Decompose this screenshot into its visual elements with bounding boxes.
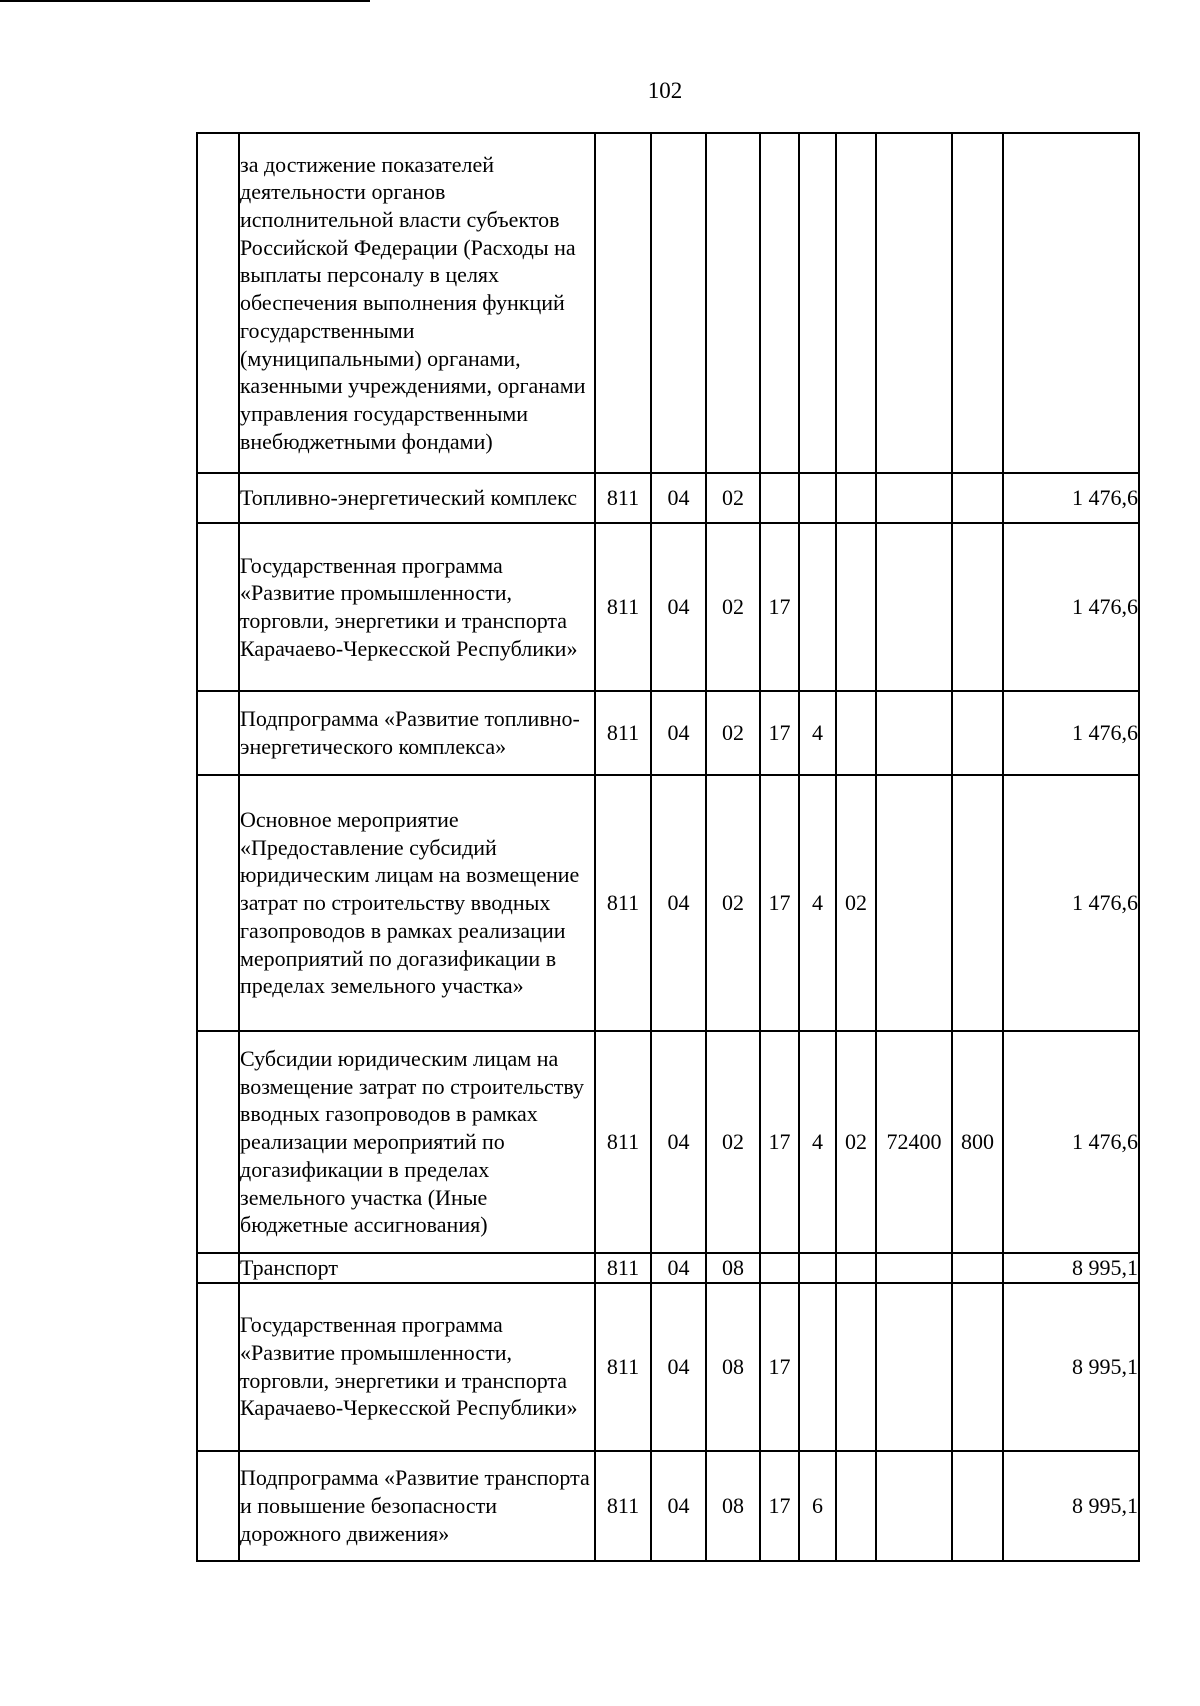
code-cell-cs1: 17 <box>760 523 799 691</box>
sum-cell: 1 476,6 <box>1003 523 1139 691</box>
code-cell-gr: 811 <box>595 1451 651 1561</box>
scan-edge-line <box>0 0 370 2</box>
row-name-cell: Подпрограмма «Развитие транспорта и повышение безопасности дорожного движения» <box>239 1451 595 1561</box>
code-cell-cs4 <box>876 473 952 523</box>
code-cell-rz: 04 <box>651 1253 706 1283</box>
code-cell-cs3 <box>836 691 876 775</box>
code-cell-pr: 02 <box>706 523 760 691</box>
code-cell-cs1: 17 <box>760 1283 799 1451</box>
budget-table <box>196 132 1140 1562</box>
row-name-cell: за достижение показателей деятельности органов исполнительной власти субъектов Российской Федерации (Расходы на выплаты персоналу в целях обеспечения выполнения функций государственными (муниципальными) органами, казенными учреждениями, органами управления государственными внебюджетными фондами) <box>239 133 595 473</box>
code-cell-pr: 02 <box>706 473 760 523</box>
sum-cell: 1 476,6 <box>1003 775 1139 1031</box>
code-cell-cs2: 4 <box>799 691 836 775</box>
code-cell-pr <box>706 133 760 473</box>
table-row <box>197 775 1139 1031</box>
code-cell-cs1: 17 <box>760 1451 799 1561</box>
sum-cell: 8 995,1 <box>1003 1451 1139 1561</box>
code-cell-cs2: 4 <box>799 1031 836 1253</box>
row-name-cell: Государственная программа «Развитие промышленности, торговли, энергетики и транспорта Карачаево-Черкесской Республики» <box>239 1283 595 1451</box>
code-cell-cs3 <box>836 523 876 691</box>
sum-cell: 8 995,1 <box>1003 1253 1139 1283</box>
table-row <box>197 1253 1139 1283</box>
sum-cell: 8 995,1 <box>1003 1283 1139 1451</box>
row-number-cell <box>197 473 239 523</box>
code-cell-gr: 811 <box>595 1283 651 1451</box>
code-cell-cs2: 6 <box>799 1451 836 1561</box>
code-cell-rz: 04 <box>651 1283 706 1451</box>
table-body <box>197 133 1139 1561</box>
code-cell-pr: 02 <box>706 775 760 1031</box>
code-cell-cs2 <box>799 1253 836 1283</box>
row-number-cell <box>197 1253 239 1283</box>
code-cell-rz: 04 <box>651 775 706 1031</box>
code-cell-rz: 04 <box>651 1451 706 1561</box>
code-cell-pr: 08 <box>706 1451 760 1561</box>
code-cell-vr <box>952 473 1003 523</box>
code-cell-gr <box>595 133 651 473</box>
row-number-cell <box>197 691 239 775</box>
code-cell-gr: 811 <box>595 1253 651 1283</box>
row-number-cell <box>197 1283 239 1451</box>
table-row <box>197 1451 1139 1561</box>
code-cell-cs4 <box>876 775 952 1031</box>
code-cell-cs3 <box>836 133 876 473</box>
row-name-cell: Основное мероприятие «Предоставление субсидий юридическим лицам на возмещение затрат по строительству вводных газопроводов в рамках реализации мероприятий по догазификации в пределах земельного участка» <box>239 775 595 1031</box>
code-cell-cs3 <box>836 473 876 523</box>
code-cell-cs2 <box>799 523 836 691</box>
table-row <box>197 523 1139 691</box>
code-cell-pr: 08 <box>706 1253 760 1283</box>
code-cell-rz: 04 <box>651 1031 706 1253</box>
code-cell-rz: 04 <box>651 691 706 775</box>
code-cell-rz: 04 <box>651 523 706 691</box>
code-cell-vr <box>952 691 1003 775</box>
code-cell-cs1 <box>760 133 799 473</box>
code-cell-cs3 <box>836 1253 876 1283</box>
code-cell-vr <box>952 775 1003 1031</box>
code-cell-vr <box>952 1253 1003 1283</box>
table-row <box>197 1283 1139 1451</box>
table-row <box>197 691 1139 775</box>
row-number-cell <box>197 1031 239 1253</box>
code-cell-cs3: 02 <box>836 1031 876 1253</box>
code-cell-gr: 811 <box>595 1031 651 1253</box>
code-cell-cs3 <box>836 1283 876 1451</box>
code-cell-cs1 <box>760 473 799 523</box>
code-cell-gr: 811 <box>595 523 651 691</box>
row-name-cell: Государственная программа «Развитие промышленности, торговли, энергетики и транспорта Карачаево-Черкесской Республики» <box>239 523 595 691</box>
code-cell-cs1: 17 <box>760 775 799 1031</box>
table-row <box>197 473 1139 523</box>
code-cell-gr: 811 <box>595 473 651 523</box>
row-name-cell: Транспорт <box>239 1253 595 1283</box>
code-cell-cs2 <box>799 133 836 473</box>
row-name-cell: Субсидии юридическим лицам на возмещение затрат по строительству вводных газопроводов в рамках реализации мероприятий по догазификации в пределах земельного участка (Иные бюджетные ассигнования) <box>239 1031 595 1253</box>
code-cell-cs1: 17 <box>760 1031 799 1253</box>
table-row <box>197 133 1139 473</box>
page-number: 102 <box>647 78 683 103</box>
code-cell-pr: 08 <box>706 1283 760 1451</box>
code-cell-cs2 <box>799 473 836 523</box>
code-cell-pr: 02 <box>706 1031 760 1253</box>
code-cell-cs4 <box>876 133 952 473</box>
code-cell-vr <box>952 1451 1003 1561</box>
code-cell-vr <box>952 523 1003 691</box>
code-cell-cs1 <box>760 1253 799 1283</box>
code-cell-rz <box>651 133 706 473</box>
code-cell-cs4 <box>876 1283 952 1451</box>
code-cell-vr: 800 <box>952 1031 1003 1253</box>
code-cell-gr: 811 <box>595 775 651 1031</box>
code-cell-rz: 04 <box>651 473 706 523</box>
code-cell-cs3: 02 <box>836 775 876 1031</box>
code-cell-cs2: 4 <box>799 775 836 1031</box>
code-cell-cs2 <box>799 1283 836 1451</box>
code-cell-cs3 <box>836 1451 876 1561</box>
sum-cell: 1 476,6 <box>1003 1031 1139 1253</box>
row-number-cell <box>197 523 239 691</box>
sum-cell <box>1003 133 1139 473</box>
code-cell-pr: 02 <box>706 691 760 775</box>
code-cell-cs4 <box>876 1451 952 1561</box>
code-cell-cs4: 72400 <box>876 1031 952 1253</box>
row-number-cell <box>197 133 239 473</box>
row-number-cell <box>197 775 239 1031</box>
code-cell-vr <box>952 133 1003 473</box>
code-cell-cs4 <box>876 1253 952 1283</box>
sum-cell: 1 476,6 <box>1003 691 1139 775</box>
row-name-cell: Топливно-энергетический комплекс <box>239 473 595 523</box>
code-cell-gr: 811 <box>595 691 651 775</box>
row-number-cell <box>197 1451 239 1561</box>
code-cell-vr <box>952 1283 1003 1451</box>
code-cell-cs4 <box>876 523 952 691</box>
row-name-cell: Подпрограмма «Развитие топливно-энергетического комплекса» <box>239 691 595 775</box>
table-row <box>197 1031 1139 1253</box>
code-cell-cs1: 17 <box>760 691 799 775</box>
sum-cell: 1 476,6 <box>1003 473 1139 523</box>
code-cell-cs4 <box>876 691 952 775</box>
